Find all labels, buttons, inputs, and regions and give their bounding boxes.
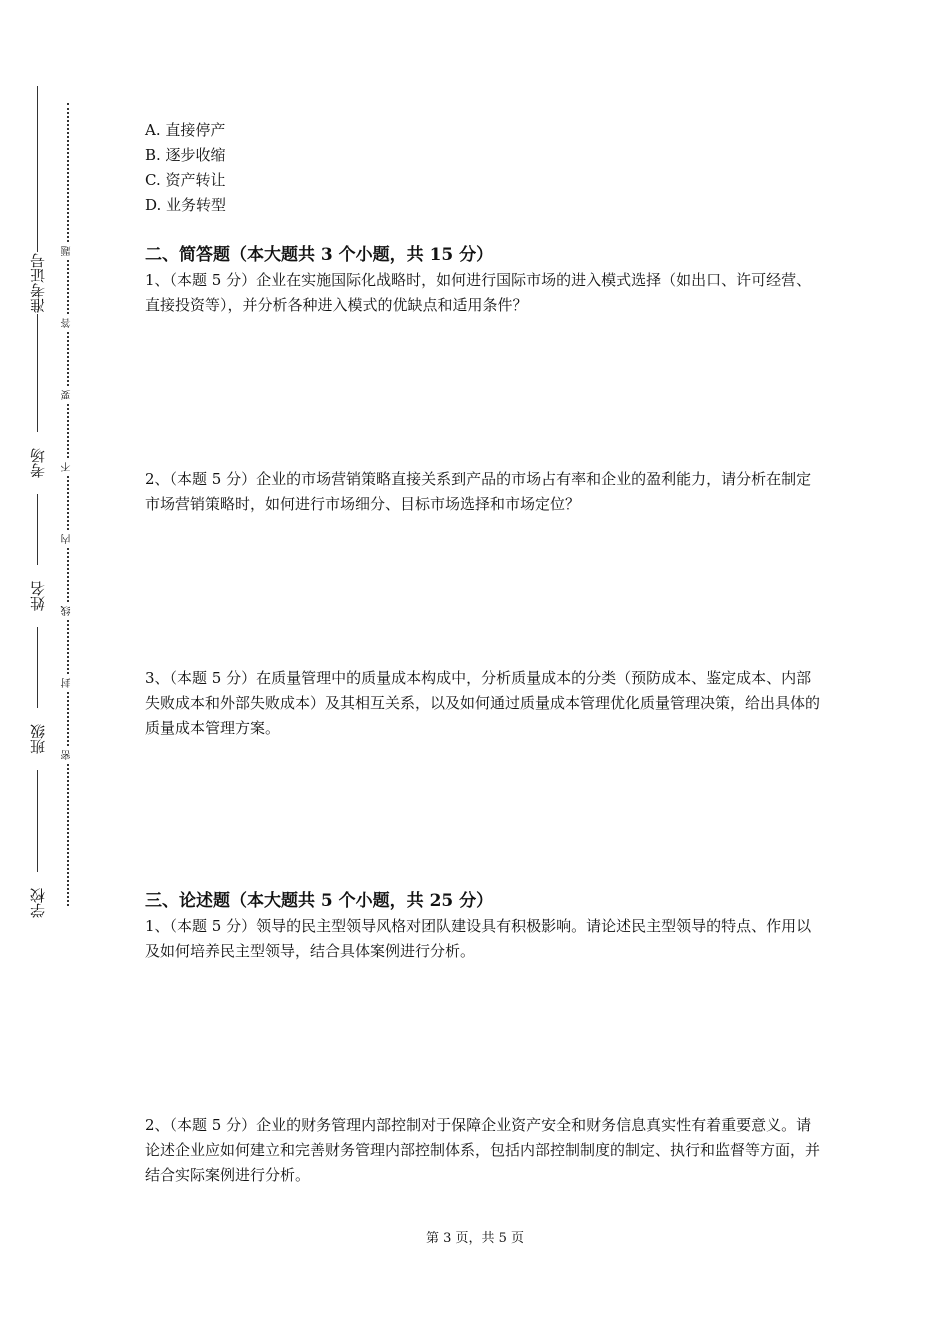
seal-char: 答 xyxy=(58,314,78,332)
question-essay-1: 1、（本题 5 分）领导的民主型领导风格对团队建设具有积极影响。请论述民主型领导的特点、作用以及如何培养民主型领导，结合具体案例进行分析。 xyxy=(145,917,812,960)
seal-char: 内 xyxy=(58,530,78,548)
seal-char: 封 xyxy=(58,674,78,692)
seal-char: 题 xyxy=(58,242,78,260)
option-a: A. 直接停产 xyxy=(145,121,226,139)
seal-char: 线 xyxy=(58,602,78,620)
question-essay-2: 2、（本题 5 分）企业的财务管理内部控制对于保障企业资产安全和财务信息真实性有着重要意义。请论述企业应如何建立和完善财务管理内部控制体系，包括内部控制制度的制定、执行和监督等方面，并结合实际案例进行分析。 xyxy=(145,1116,821,1184)
seal-char: 不 xyxy=(58,458,78,476)
option-c: C. 资产转让 xyxy=(145,171,226,189)
school-label: 学校 xyxy=(22,872,54,934)
seal-char: 密 xyxy=(58,746,78,764)
seal-dotted-line xyxy=(67,103,69,906)
option-b: B. 逐步收缩 xyxy=(145,146,226,164)
exam-id-label: 准考证号 xyxy=(22,252,54,314)
page-footer: 第 3 页，共 5 页 xyxy=(425,1231,525,1246)
option-d: D. 业务转型 xyxy=(145,196,227,214)
section-title-essay: 三、论述题（本大题共 5 个小题，共 25 分） xyxy=(145,891,494,911)
name-label: 姓名 xyxy=(22,565,54,627)
class-label: 班级 xyxy=(22,708,54,770)
question-short-1: 1、（本题 5 分）企业在实施国际化战略时，如何进行国际市场的进入模式选择（如出口、许可经营、直接投资等），并分析各种进入模式的优缺点和适用条件？ xyxy=(145,271,812,314)
question-short-3: 3、（本题 5 分）在质量管理中的质量成本构成中，分析质量成本的分类（预防成本、鉴定成本、内部失败成本和外部失败成本）及其相互关系，以及如何通过质量成本管理优化质量管理决策，给出具体的质量成本管理方案。 xyxy=(145,669,821,737)
exam-room-label: 考场 xyxy=(22,432,54,494)
binding-solid-line xyxy=(37,86,38,906)
binding-margin xyxy=(0,0,120,1344)
question-short-2: 2、（本题 5 分）企业的市场营销策略直接关系到产品的市场占有率和企业的盈利能力，请分析在制定市场营销策略时，如何进行市场细分、目标市场选择和市场定位？ xyxy=(145,470,812,513)
seal-char: 要 xyxy=(58,386,78,404)
section-title-short-answer: 二、简答题（本大题共 3 个小题，共 15 分） xyxy=(145,245,494,265)
